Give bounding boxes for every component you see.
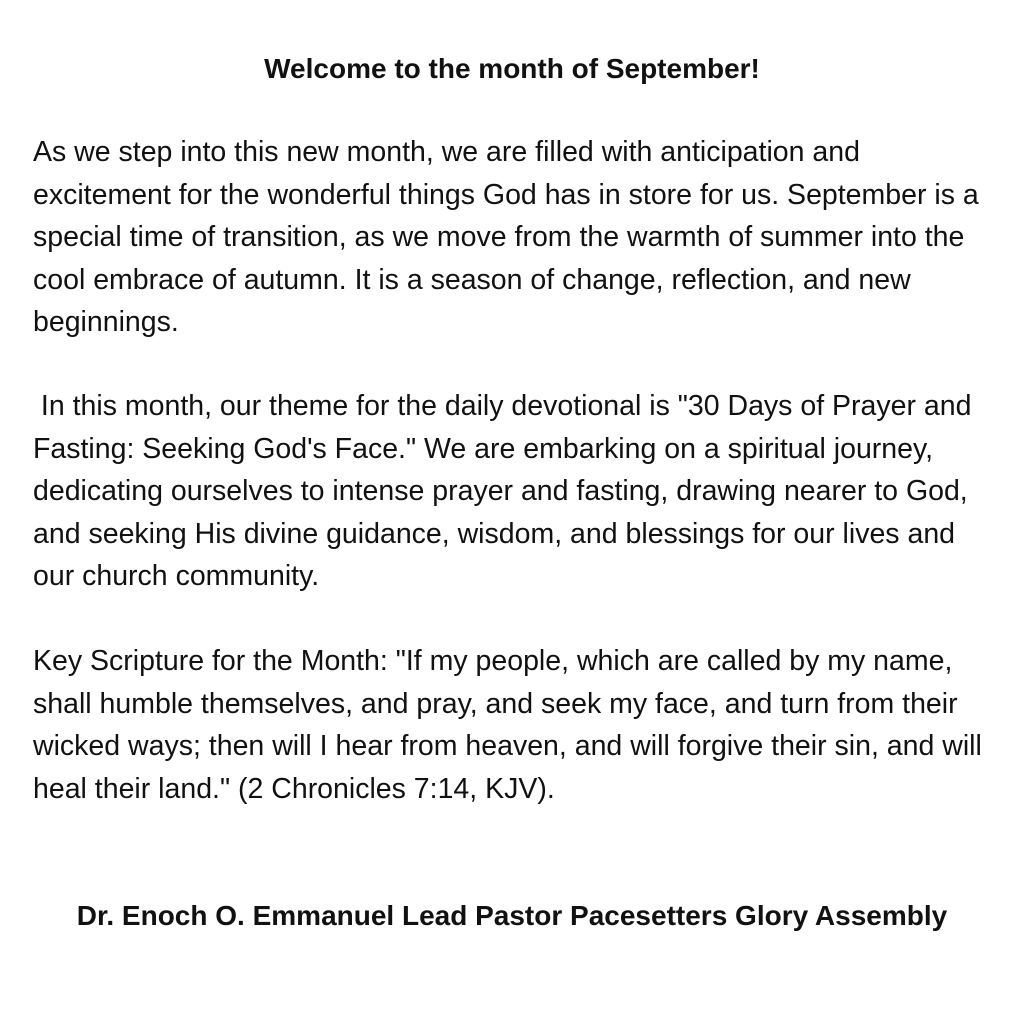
page-title: Welcome to the month of September! <box>264 53 760 84</box>
scripture-paragraph: Key Scripture for the Month: "If my people, which are called by my name, shall humble themselves, and pray, and seek my face, and turn from their wicked ways; then will I hear from heaven, and will forgive their sin, and will heal their land." (2 Chronicles 7:14, KJV). <box>33 645 990 805</box>
signature: Dr. Enoch O. Emmanuel Lead Pastor Pacesetters Glory Assembly <box>76 900 948 931</box>
theme-paragraph: In this month, our theme for the daily devotional is "30 Days of Prayer and Fasting: Seeking God's Face." We are embarking on a spiritual journey, dedicating ourselves to intense prayer and fasting, drawing nearer to God, and seeking His divine guidance, wisdom, and blessings for our lives and our church community. <box>33 390 980 592</box>
intro-paragraph: As we step into this new month, we are filled with anticipation and excitement for the wonderful things God has in store for us. September is a special time of transition, as we move from the warmth of summer into the cool embrace of autumn. It is a season of change, reflection, and new beginnings. <box>33 136 987 338</box>
